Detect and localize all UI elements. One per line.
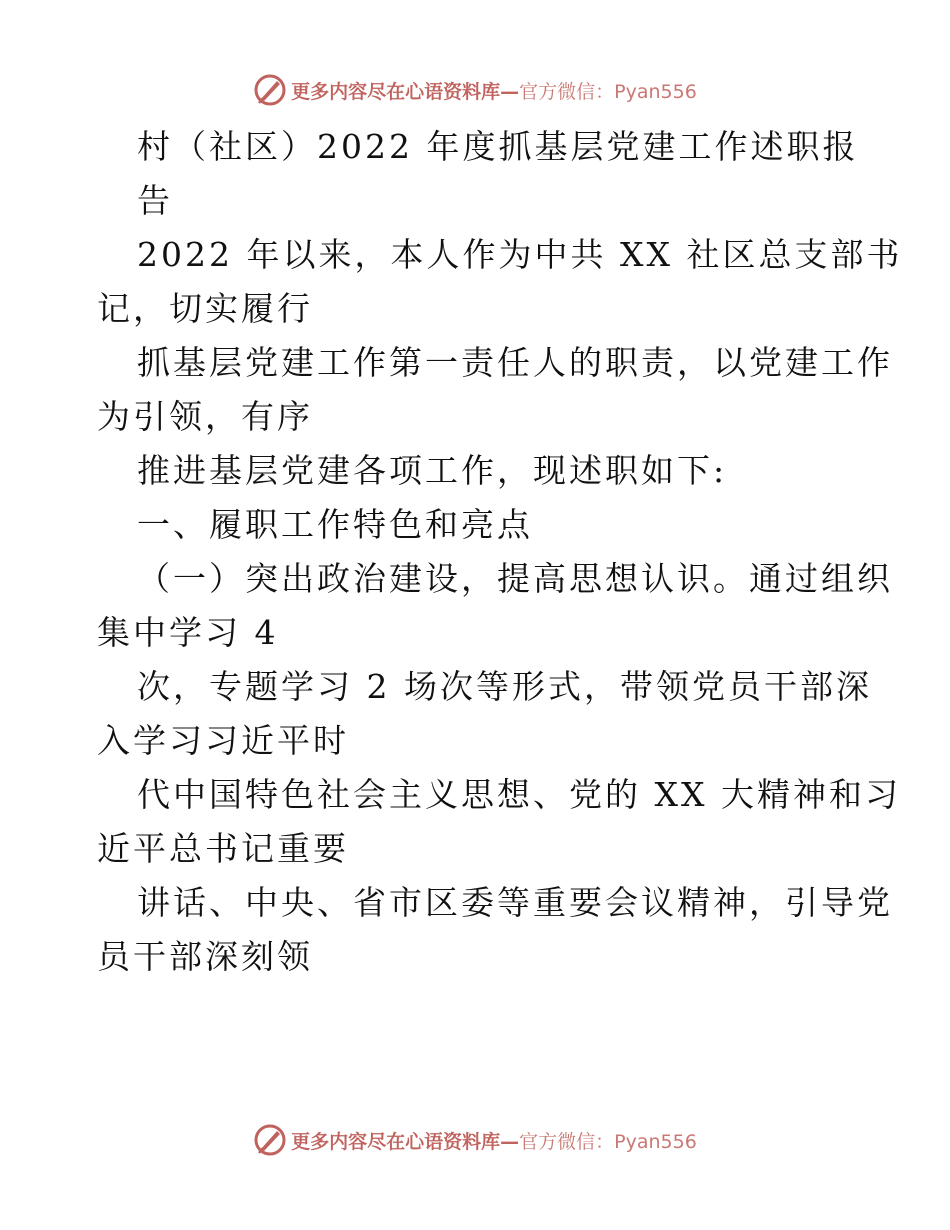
banner-wechat-text: 官方微信：Pyan556	[519, 1130, 697, 1153]
banner-main-text: 更多内容尽在心语资料库	[291, 1130, 501, 1153]
footer-banner	[0, 1118, 950, 1162]
quill-pen-icon	[253, 73, 287, 107]
doc-section-heading: 一、履职工作特色和亮点	[137, 505, 533, 544]
doc-paragraph-line: 员干部深刻领	[97, 937, 313, 976]
banner-text	[291, 1127, 697, 1154]
doc-paragraph-line: 代中国特色社会主义思想、党的 XX 大精神和习	[137, 775, 901, 814]
banner-dash: —	[500, 80, 520, 103]
doc-paragraph-line: 讲话、中央、省市区委等重要会议精神，引导党	[137, 883, 893, 922]
banner-main-text: 更多内容尽在心语资料库	[291, 80, 501, 103]
doc-paragraph-line: （一）突出政治建设，提高思想认识。通过组织	[137, 559, 893, 598]
doc-paragraph-line: 记，切实履行	[97, 289, 313, 328]
doc-title-line-2: 告	[137, 181, 173, 220]
doc-paragraph-line: 集中学习 4	[97, 613, 279, 652]
doc-paragraph-line: 近平总书记重要	[97, 829, 349, 868]
doc-paragraph-line: 入学习习近平时	[97, 721, 349, 760]
banner-wechat-text: 官方微信：Pyan556	[519, 80, 697, 103]
banner-dash: —	[500, 1130, 520, 1153]
document-body	[97, 120, 903, 984]
doc-title-line-1: 村（社区）2022 年度抓基层党建工作述职报	[137, 127, 859, 166]
banner-text	[291, 77, 697, 104]
quill-pen-icon	[253, 1123, 287, 1157]
doc-paragraph-line: 推进基层党建各项工作，现述职如下:	[137, 451, 728, 490]
doc-paragraph-line: 次，专题学习 2 场次等形式，带领党员干部深	[137, 667, 872, 706]
header-banner	[0, 68, 950, 112]
doc-paragraph-line: 为引领，有序	[97, 397, 313, 436]
doc-paragraph-line: 抓基层党建工作第一责任人的职责，以党建工作	[137, 343, 893, 382]
doc-paragraph-line: 2022 年以来，本人作为中共 XX 社区总支部书	[137, 235, 903, 274]
